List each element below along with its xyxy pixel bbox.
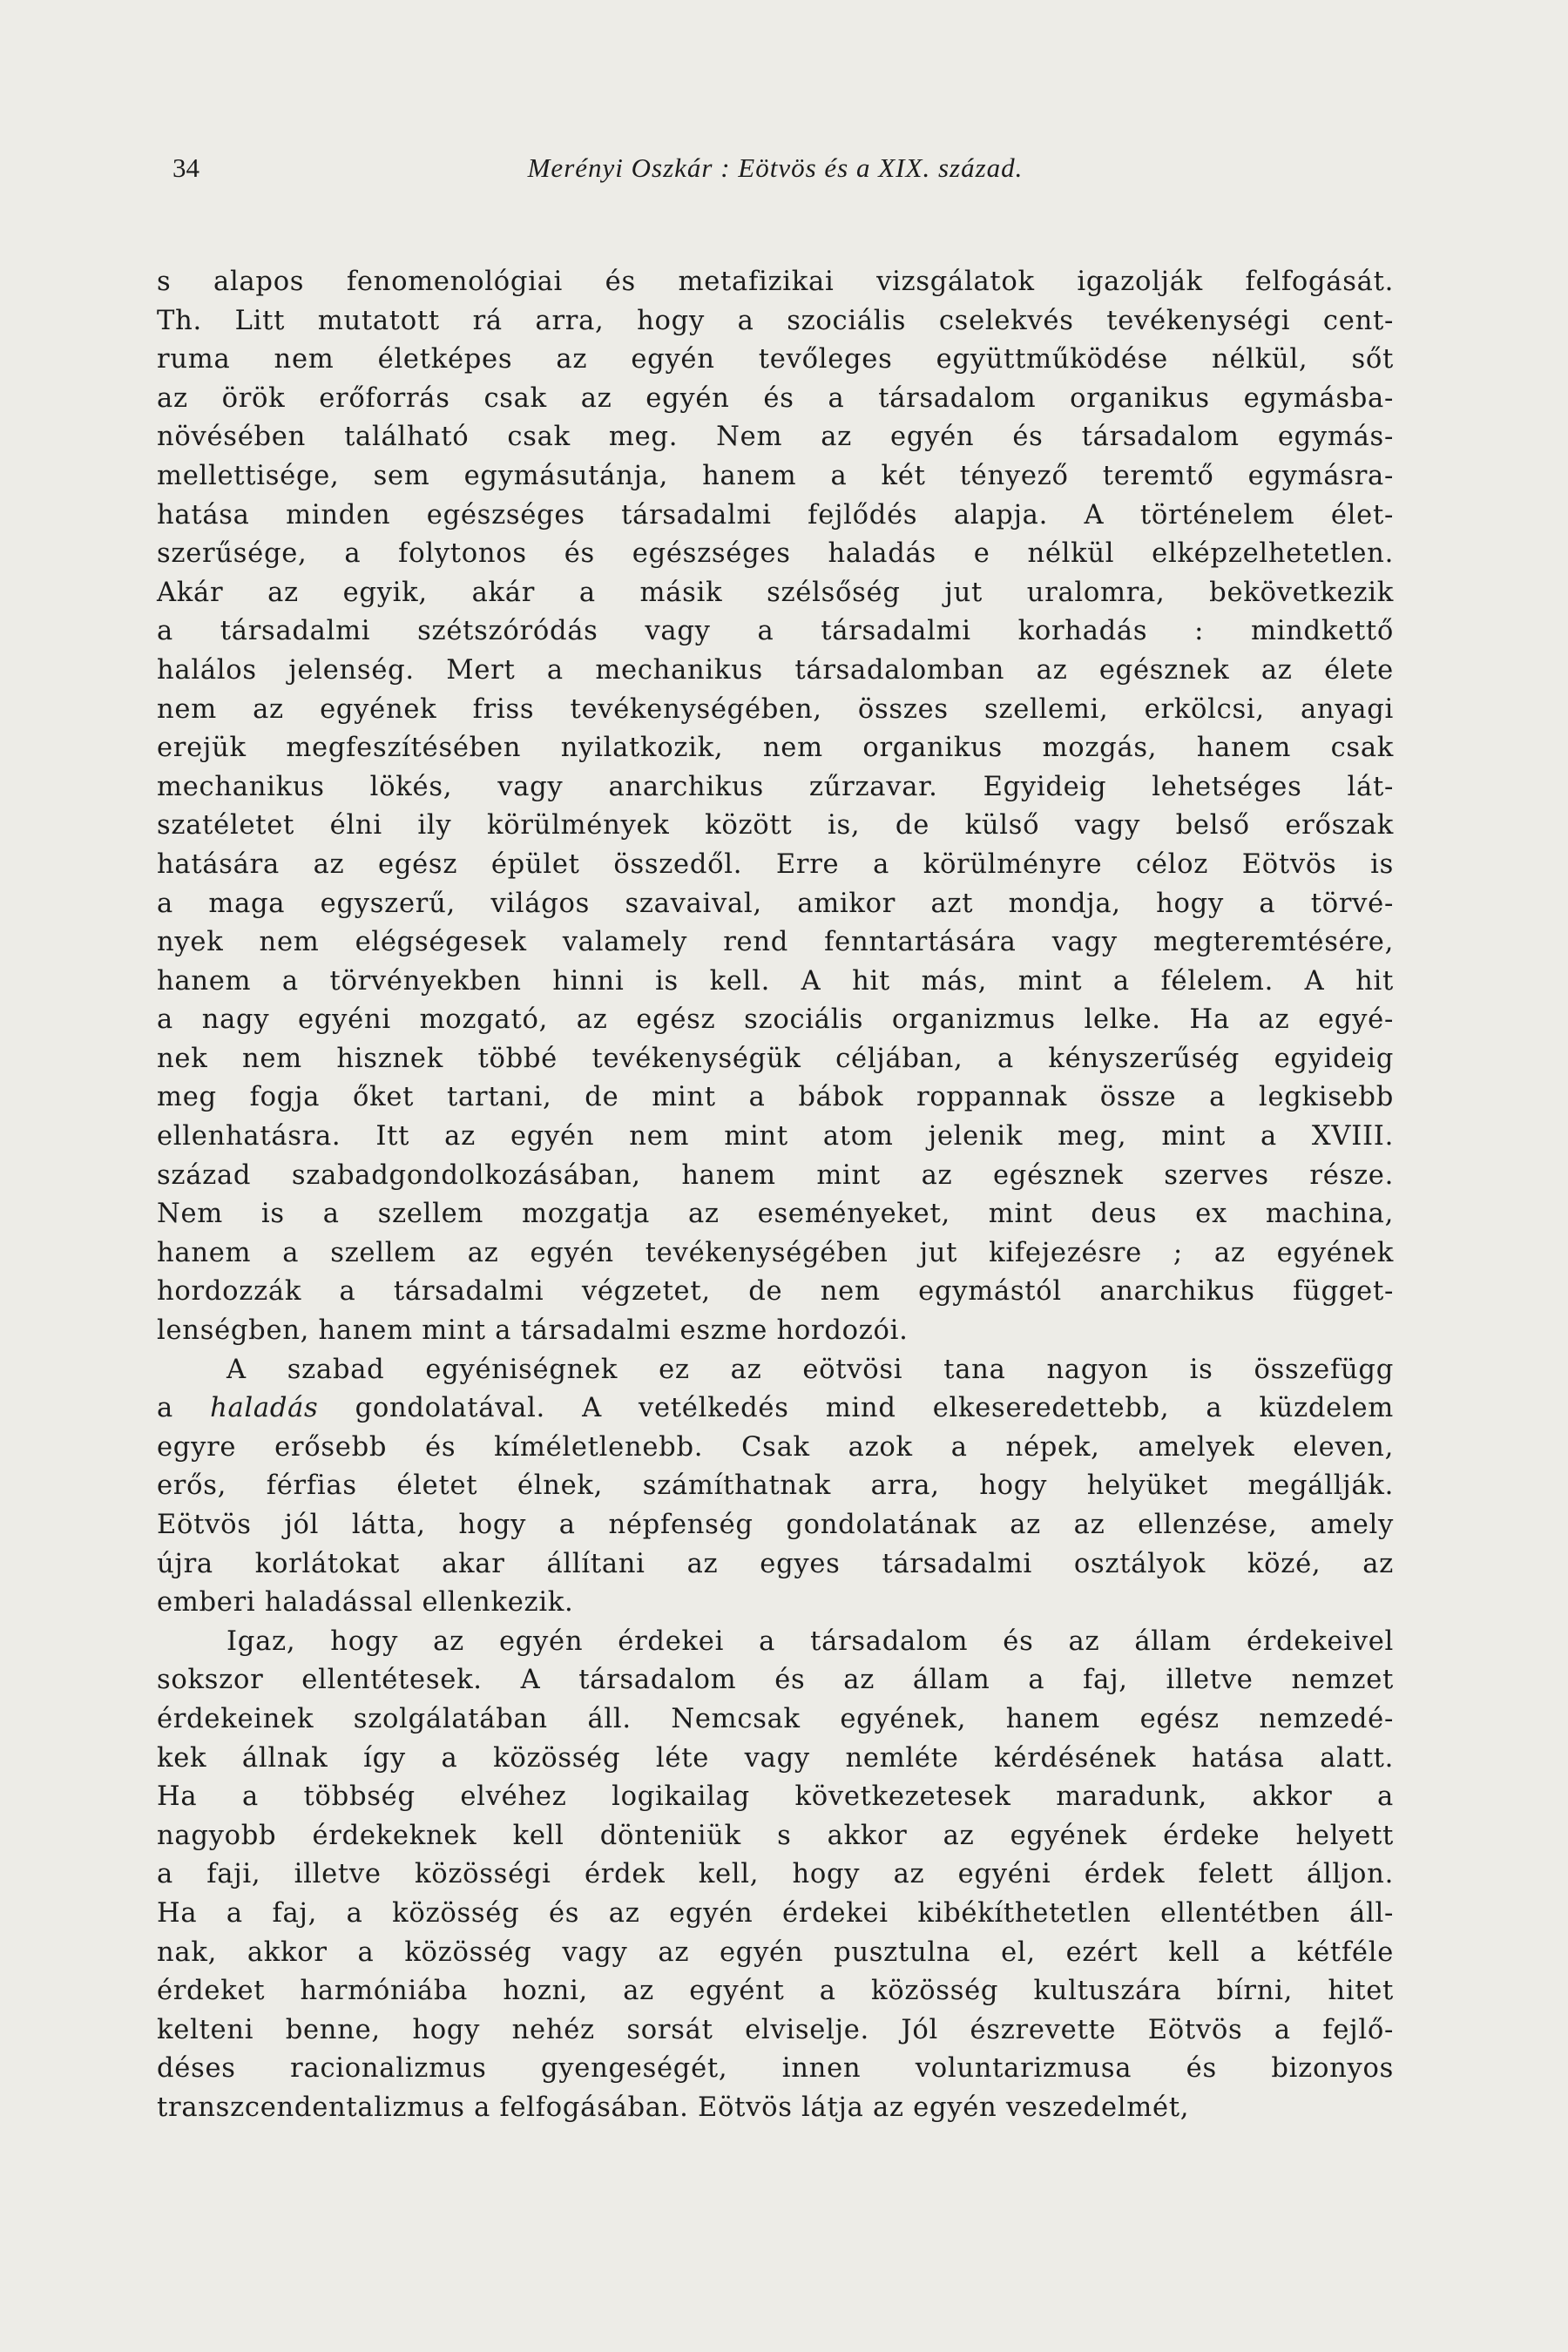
text-line: sokszor ellentétesek. A társadalom és az állam a faj, illetve nemzet <box>157 1665 1394 1696</box>
text-line: Eötvös jól látta, hogy a népfenség gondolatának az az ellenzése, amely <box>157 1510 1394 1540</box>
text-line: erős, férfias életet élnek, számíthatnak arra, hogy helyüket megállják. <box>157 1470 1394 1502</box>
text-line: mechanikus lökés, vagy anarchikus zűrzavar. Egyideig lehetséges lát- <box>157 771 1394 802</box>
text-line: a faji, illetve közösségi érdek kell, hogy az egyéni érdek felett álljon. <box>157 1859 1394 1890</box>
text-line: mellettisége, sem egymásutánja, hanem a két tényező teremtő egymásra- <box>157 460 1394 491</box>
text-line: nyek nem elégségesek valamely rend fenntartására vagy megteremtésére, <box>157 927 1394 958</box>
text-line: a maga egyszerű, világos szavaival, amikor azt mondja, hogy a törvé- <box>157 888 1394 919</box>
running-head <box>157 146 1394 190</box>
text-line: déses racionalizmus gyengeségét, innen voluntarizmusa és bizonyos <box>157 2053 1394 2085</box>
text-line: hanem a szellem az egyén tevékenységében jut kifejezésre ; az egyének <box>157 1237 1394 1268</box>
text-line: kelteni benne, hogy nehéz sorsát elviselje. Jól észrevette Eötvös a fejlő- <box>157 2014 1394 2045</box>
text-line: s alapos fenomenológiai és metafizikai vizsgálatok igazolják felfogását. <box>157 267 1394 297</box>
text-line: nagyobb érdekeknek kell dönteniük s akkor az egyének érdeke helyett <box>157 1820 1394 1851</box>
paragraph <box>157 1623 1394 2128</box>
text-line: egyre erősebb és kíméletlenebb. Csak azok a népek, amelyek eleven, <box>157 1431 1394 1463</box>
text-line: Ha a faj, a közösség és az egyén érdekei kibékíthetetlen ellentétben áll- <box>157 1897 1394 1929</box>
text-line: halálos jelenség. Mert a mechanikus társadalomban az egésznek az élete <box>157 654 1394 686</box>
text-line: a társadalmi szétszóródás vagy a társadalmi korhadás : mindkettő <box>157 616 1394 647</box>
text-line: szerűsége, a folytonos és egészséges haladás e nélkül elképzelhetetlen. <box>157 538 1394 570</box>
text-line: Nem is a szellem mozgatja az eseményeket, mint deus ex machina, <box>157 1199 1394 1230</box>
text-line: transzcendentalizmus a felfogásában. Eötvös látja az egyén veszedelmét, <box>157 2092 1190 2123</box>
text-line: hordozzák a társadalmi végzetet, de nem egymástól anarchikus függet- <box>157 1276 1394 1308</box>
page-number: 34 <box>172 152 199 183</box>
text-line: nak, akkor a közösség vagy az egyén pusztulna el, ezért kell a kétféle <box>157 1936 1394 1968</box>
text-line: növésében található csak meg. Nem az egyén és társadalom egymás- <box>157 422 1394 453</box>
text-line: meg fogja őket tartani, de mint a bábok roppannak össze a legkisebb <box>157 1082 1394 1113</box>
text-line: érdeket harmóniába hozni, az egyént a közösség kultuszára bírni, hitet <box>157 1976 1394 2007</box>
text-line: Igaz, hogy az egyén érdekei a társadalom és az állam érdekeivel <box>226 1625 1394 1657</box>
text-line: hanem a törvényekben hinni is kell. A hit más, mint a félelem. A hit <box>157 965 1394 997</box>
text-line: század szabadgondolkozásában, hanem mint az egésznek szerves része. <box>157 1159 1394 1191</box>
text-line: nem az egyének friss tevékenységében, összes szellemi, erkölcsi, anyagi <box>157 693 1394 725</box>
text-line: a nagy egyéni mozgató, az egész szociális organizmus lelke. Ha az egyé- <box>157 1004 1394 1036</box>
text-line: erejük megfeszítésében nyilatkozik, nem organikus mozgás, hanem csak <box>157 733 1394 764</box>
text-line: Akár az egyik, akár a másik szélsőség jut uralomra, bekövetkezik <box>157 577 1394 608</box>
text-line: kek állnak így a közösség léte vagy nemléte kérdésének hatása alatt. <box>157 1742 1394 1774</box>
text-line: Ha a többség elvéhez logikailag következetesek maradunk, akkor a <box>157 1781 1394 1813</box>
paragraph <box>157 263 1394 1351</box>
text-line: érdekeinek szolgálatában áll. Nemcsak egyének, hanem egész nemzedé- <box>157 1703 1394 1734</box>
body-text <box>157 263 1394 2128</box>
text-line: hatása minden egészséges társadalmi fejlődés alapja. A történelem élet- <box>157 499 1394 531</box>
text-line: újra korlátokat akar állítani az egyes társadalmi osztályok közé, az <box>157 1548 1394 1579</box>
text-line: nek nem hisznek többé tevékenységük céljában, a kényszerűség egyideig <box>157 1043 1394 1074</box>
text-line: emberi haladással ellenkezik. <box>157 1587 574 1619</box>
text-line: lenségben, hanem mint a társadalmi eszme hordozói. <box>157 1315 909 1347</box>
text-line: A szabad egyéniségnek ez az eötvösi tana nagyon is összefügg <box>226 1354 1394 1385</box>
text-line: az örök erőforrás csak az egyén és a társadalom organikus egymásba- <box>157 382 1394 414</box>
text-line: szatéletet élni ily körülmények között is, de külső vagy belső erőszak <box>157 810 1394 841</box>
text-line: a haladás gondolatával. A vetélkedés mind elkeseredettebb, a küzdelem <box>157 1393 1394 1424</box>
paragraph <box>157 1351 1394 1623</box>
running-title: Merényi Oszkár : Eötvös és a XIX. század. <box>527 152 1024 183</box>
text-line: Th. Litt mutatott rá arra, hogy a szociális cselekvés tevékenységi cent- <box>157 305 1394 336</box>
text-line: ellenhatásra. Itt az egyén nem mint atom jelenik meg, mint a XVIII. <box>157 1121 1394 1152</box>
text-line: hatására az egész épület összedől. Erre a körülményre céloz Eötvös is <box>157 848 1394 880</box>
text-line: ruma nem életképes az egyén tevőleges együttműködése nélkül, sőt <box>157 344 1394 375</box>
